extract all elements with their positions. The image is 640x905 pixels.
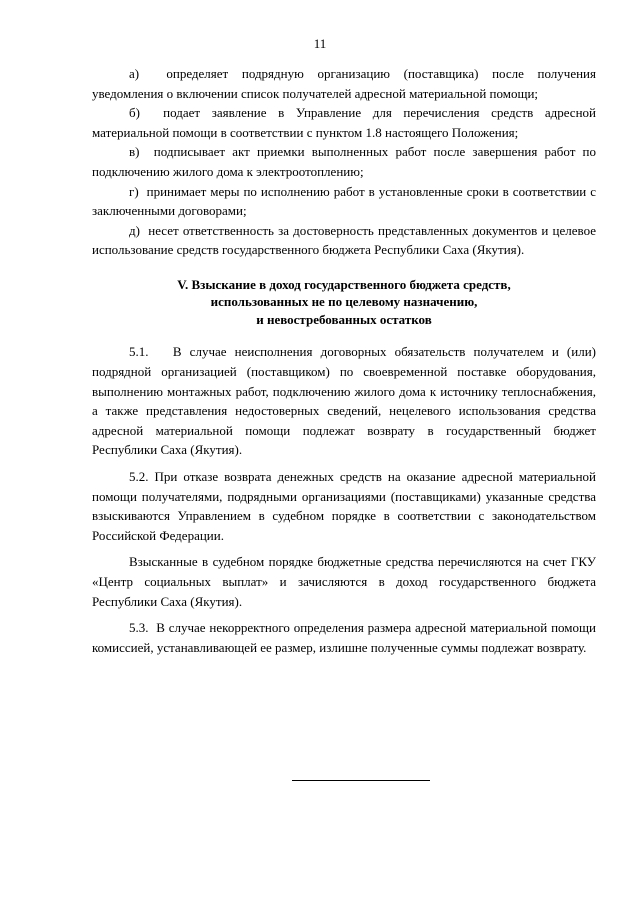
section-title-line: V. Взыскание в доход государственного бюджета средств, bbox=[177, 276, 511, 292]
paragraph-5-1: 5.1. В случае неисполнения договорных обязательств получателем и (или) подрядной организацией (поставщиком) по своевременной поставке оборудования, выполнению монтажных работ, подключению жилого дома к источнику теплоснабжения, а также представления недостоверных сведений, нецелевого использования средства адресной материальной помощи подлежат возврату в государственный бюджет Республики Саха (Якутия). bbox=[92, 344, 596, 458]
paragraph-5-2: 5.2. При отказе возврата денежных средств на оказание адресной материальной помощи получателями, подрядными организациями (поставщиками) указанные средства взыскиваются Управлением в судебном порядке в соответствии с законодательством Российской Федерации. bbox=[92, 469, 596, 543]
section-title-line: и невостребованных остатков bbox=[256, 311, 432, 327]
list-item-b: б) подает заявление в Управление для перечисления средств адресной материальной помощи в соответствии с пунктом 1.8 настоящего Положения; bbox=[92, 105, 596, 140]
page-number: 11 bbox=[313, 36, 327, 51]
paragraph-recovered-funds: Взысканные в судебном порядке бюджетные средства перечисляются на счет ГКУ «Центр социальных выплат» и зачисляются в доход государственного бюджета Республики Саха (Якутия). bbox=[92, 554, 596, 609]
paragraph-5-3: 5.3. В случае некорректного определения размера адресной материальной помощи комиссией, устанавливающей ее размер, излишне полученные суммы подлежат возврату. bbox=[92, 620, 596, 655]
list-item-d: г) принимает меры по исполнению работ в установленные сроки в соответствии с заключенными договорами; bbox=[92, 183, 596, 219]
section-title bbox=[92, 276, 596, 329]
list-item-c: в) подписывает акт приемки выполненных работ после завершения работ по подключению жилого дома к электроотоплению; bbox=[92, 144, 596, 179]
end-divider bbox=[292, 780, 430, 781]
document-body bbox=[92, 64, 596, 657]
list-item-e: д) несет ответственность за достоверность представленных документов и целевое использование средств государственного бюджета Республики Саха (Якутия). bbox=[92, 222, 596, 258]
section-title-line: использованных не по целевому назначению, bbox=[210, 294, 478, 310]
list-item-a: а) определяет подрядную организацию (поставщика) после получения уведомления о включении список получателей адресной материальной помощи; bbox=[92, 66, 596, 101]
